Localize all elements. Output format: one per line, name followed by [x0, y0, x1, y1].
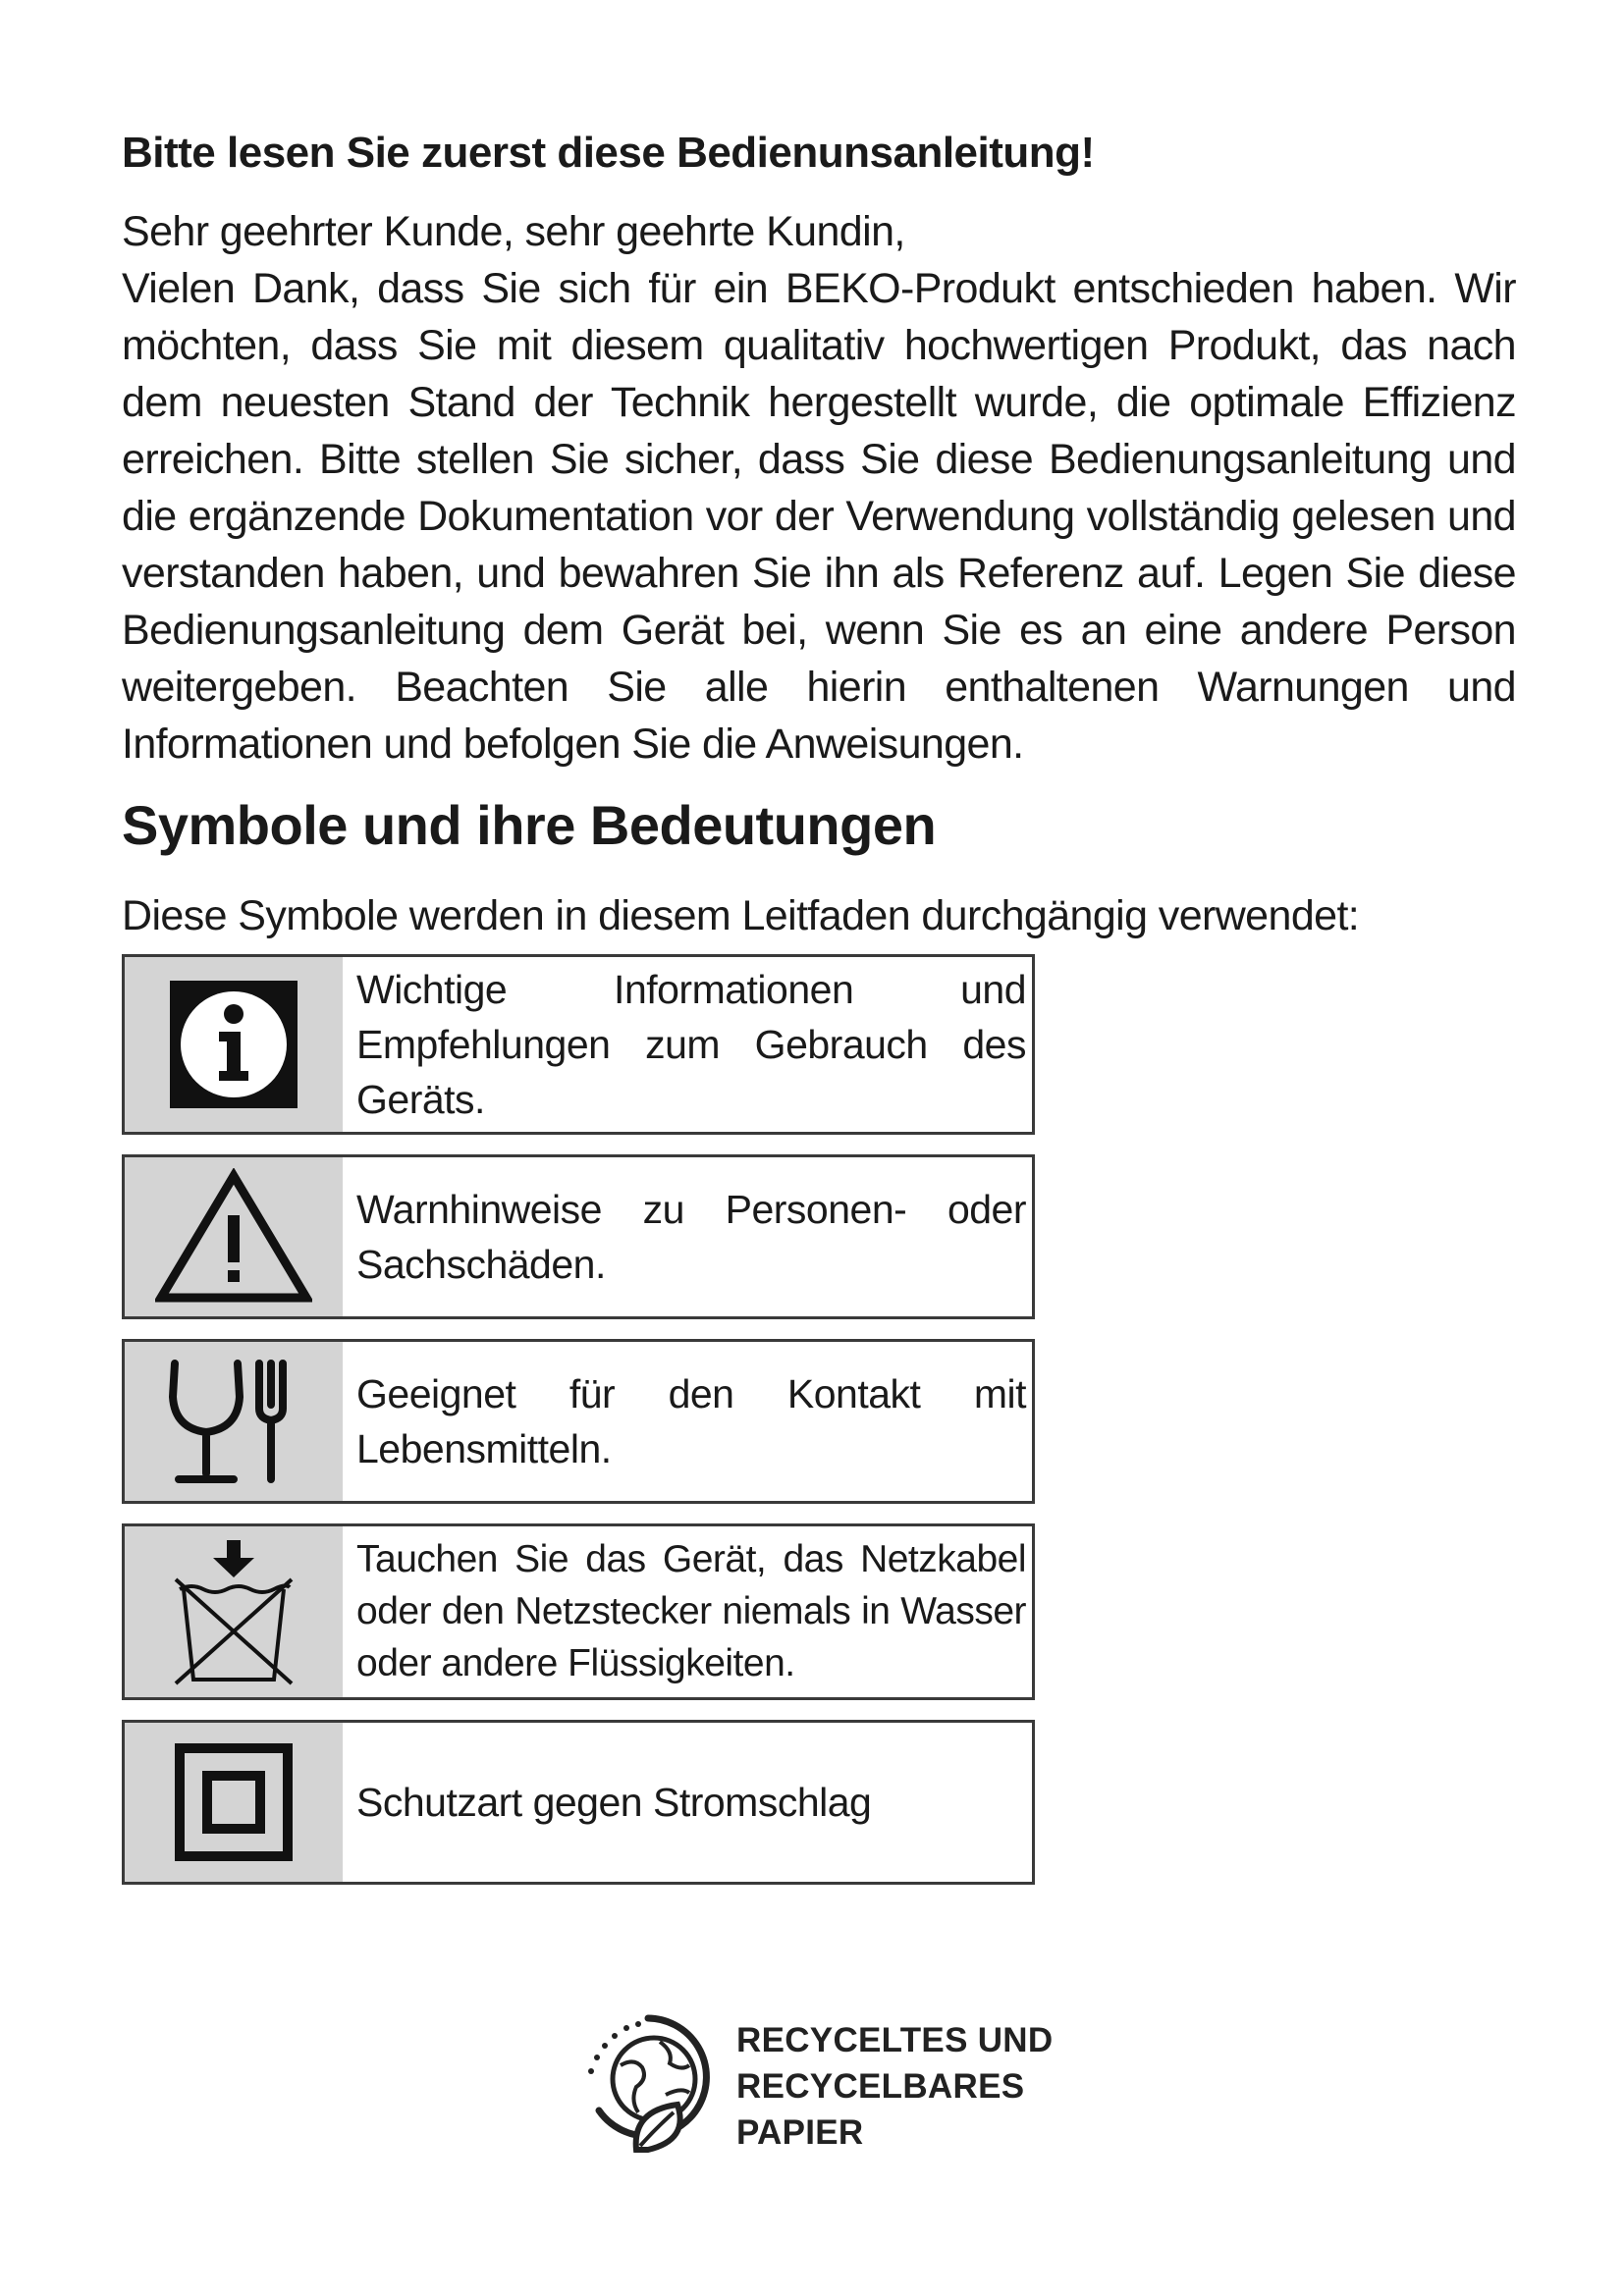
document-page — [122, 128, 1516, 1904]
intro-text — [122, 203, 1516, 773]
salutation: Sehr geehrter Kunde, sehr geehrte Kundin, — [122, 207, 905, 255]
section-title: Symbole und ihre Bedeutungen — [122, 793, 937, 856]
symbol-description: Geeignet für den Kontakt mit Lebensmitteln. — [356, 1370, 1026, 1471]
symbol-description: Tauchen Sie das Gerät, das Netzkabel oder den Netzstecker niemals in Wasser oder andere Flüssigkeiten. — [356, 1538, 1026, 1685]
symbol-row-protection — [122, 1720, 1035, 1885]
recycle-line-3: PAPIER — [736, 2112, 864, 2152]
info-icon — [125, 957, 343, 1132]
recycle-line-1: RECYCELTES UND — [736, 2020, 1054, 2059]
symbol-row-info — [122, 954, 1035, 1135]
recycle-globe-leaf-icon — [579, 2002, 727, 2169]
symbol-description: Schutzart gegen Stromschlag — [356, 1779, 872, 1825]
page-title: Bitte lesen Sie zuerst diese Bedienunsanleitung! — [122, 129, 1095, 177]
intro-paragraph: Vielen Dank, dass Sie sich für ein BEKO-Produkt entschieden haben. Wir möchten, dass Sie mit diesem qualitativ hochwertigen Produkt, das nach dem neuesten Stand der Technik hergestellt wurde, die optimale Effizienz erreichen. Bitte stellen Sie sicher, dass Sie diese Bedienungsanleitung und die ergänzende Dokumentation vor der Verwendung vollständig gelesen und verstanden haben, und bewahren Sie ihn als Referenz auf. Legen Sie diese Bedienungsanleitung dem Gerät bei, wenn Sie es an eine andere Person weitergeben. Beachten Sie alle hierin enthaltenen Warnungen und Informationen und befolgen Sie die Anweisungen. — [122, 264, 1516, 768]
recycled-paper-badge — [579, 2002, 1053, 2169]
recycle-line-2: RECYCELBARES — [736, 2066, 1025, 2106]
warning-triangle-icon — [125, 1157, 343, 1316]
food-contact-icon — [125, 1342, 343, 1501]
no-immersion-icon — [125, 1526, 343, 1697]
symbols-intro: Diese Symbole werden in diesem Leitfaden durchgängig verwendet: — [122, 891, 1360, 939]
recycled-paper-label — [736, 2017, 1053, 2156]
symbol-row-no-immersion — [122, 1523, 1035, 1700]
symbol-description: Warnhinweise zu Personen- oder Sachschäden. — [356, 1186, 1026, 1287]
symbols-table — [122, 954, 1035, 1885]
symbol-row-food — [122, 1339, 1035, 1504]
symbol-row-warning — [122, 1154, 1035, 1319]
symbol-description: Wichtige Informationen und Empfehlungen zum Gebrauch des Geräts. — [356, 966, 1026, 1122]
protection-class-icon — [125, 1723, 343, 1882]
